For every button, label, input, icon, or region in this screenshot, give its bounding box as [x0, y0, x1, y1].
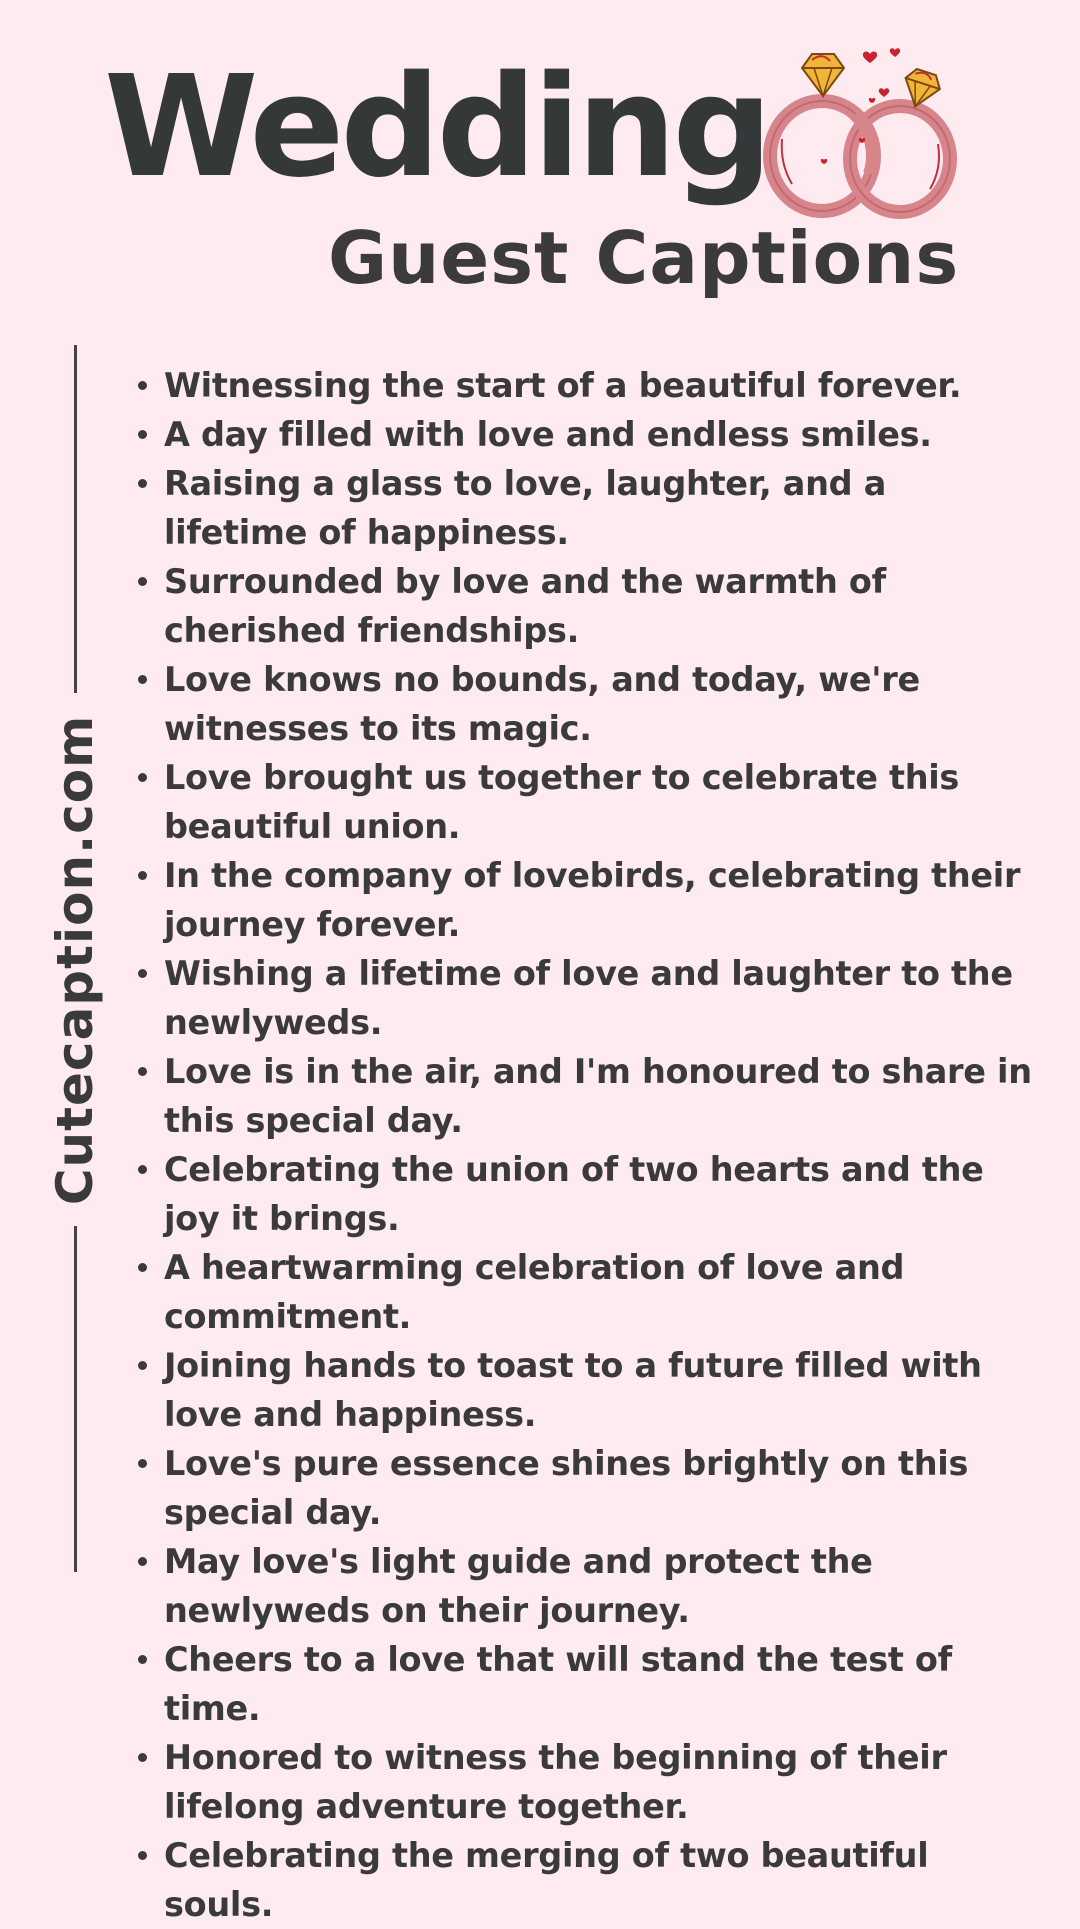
list-item: A day filled with love and endless smiles.	[164, 410, 1034, 459]
list-item: Surrounded by love and the warmth of cherished friendships.	[164, 557, 1034, 655]
list-item: May love's light guide and protect the newlyweds on their journey.	[164, 1537, 1034, 1635]
list-item: Wishing a lifetime of love and laughter to the newlyweds.	[164, 949, 1034, 1047]
divider-line-bottom	[74, 1226, 77, 1572]
page-subtitle: Guest Captions	[328, 216, 960, 300]
list-item: Love brought us together to celebrate this beautiful union.	[164, 753, 1034, 851]
list-item: Celebrating the union of two hearts and the joy it brings.	[164, 1145, 1034, 1243]
wedding-rings-icon	[752, 44, 968, 228]
list-item: Cheers to a love that will stand the test of time.	[164, 1635, 1034, 1733]
list-item: Love's pure essence shines brightly on this special day.	[164, 1439, 1034, 1537]
list-item: Celebrating the merging of two beautiful souls.	[164, 1831, 1034, 1929]
diamond-icon	[802, 54, 844, 96]
heart-icon	[890, 48, 900, 57]
list-item: Love is in the air, and I'm honoured to share in this special day.	[164, 1047, 1034, 1145]
list-item: Witnessing the start of a beautiful forever.	[164, 361, 1034, 410]
page-title: Wedding	[104, 46, 769, 209]
divider-line-top	[74, 345, 77, 693]
heart-icon	[863, 52, 877, 63]
list-item: Love knows no bounds, and today, we're witnesses to its magic.	[164, 655, 1034, 753]
list-item: Raising a glass to love, laughter, and a lifetime of happiness.	[164, 459, 1034, 557]
heart-icon	[869, 98, 875, 103]
list-item: Joining hands to toast to a future filled with love and happiness.	[164, 1341, 1034, 1439]
heart-icon	[821, 159, 827, 164]
list-item: Honored to witness the beginning of their lifelong adventure together.	[164, 1733, 1034, 1831]
list-item: A heartwarming celebration of love and commitment.	[164, 1243, 1034, 1341]
heart-icon	[879, 88, 889, 97]
brand-watermark: Cutecaption.com	[46, 714, 104, 1206]
caption-list	[164, 361, 1034, 1929]
list-item: In the company of lovebirds, celebrating their journey forever.	[164, 851, 1034, 949]
